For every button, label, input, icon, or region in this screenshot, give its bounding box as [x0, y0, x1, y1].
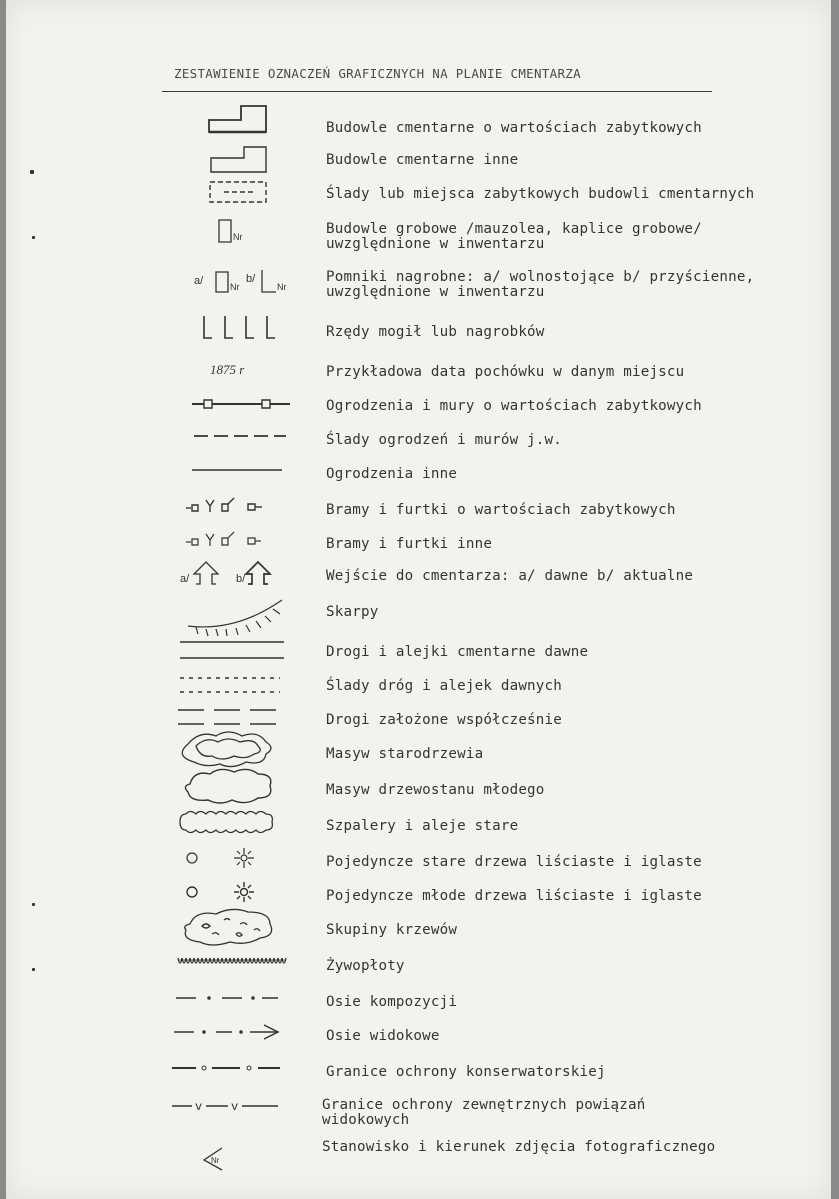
legend-row-slopes: [6, 596, 831, 630]
legend-label: Szpalery i aleje stare: [326, 818, 519, 834]
legend-label: Pojedyncze stare drzewa liściaste i iglaste: [326, 854, 702, 870]
roads-old-icon: [166, 636, 296, 670]
shrub-groups-icon: [166, 914, 296, 948]
legend-row-hedges: [6, 950, 831, 984]
legend-label: Ogrodzenia inne: [326, 466, 458, 482]
legend-label: Pojedyncze młode drzewa liściaste i iglaste: [326, 888, 702, 904]
legend-label: Rzędy mogił lub nagrobków: [326, 324, 545, 340]
young-trees-mass-icon: [166, 774, 296, 808]
legend-row-view-protection-border: [6, 1094, 831, 1128]
legend-label: Ślady ogrodzeń i murów j.w.: [326, 432, 563, 448]
burial-date-icon: [166, 356, 296, 390]
roads-new-icon: [166, 704, 296, 738]
fence-historic-icon: [166, 390, 296, 424]
legend-row-young-trees-mass: [6, 774, 831, 808]
legend-label: Ślady lub miejsca zabytkowych budowli cmentarnych: [326, 186, 755, 202]
legend-row-burial-date: [6, 356, 831, 390]
document-page: [6, 0, 831, 1199]
legend-label: Stanowisko i kierunek zdjęcia fotograficznego: [322, 1139, 716, 1155]
legend-label: Drogi założone współcześnie: [326, 712, 563, 728]
legend-label: Granice ochrony konserwatorskiej: [326, 1064, 606, 1080]
building-traces-icon: [166, 178, 296, 212]
protection-border-icon: [166, 1056, 296, 1090]
roads-traces-icon: [166, 670, 296, 704]
slopes-icon: [166, 596, 296, 630]
view-axes-icon: [166, 1020, 296, 1054]
monument-icon: [166, 266, 296, 300]
legend-label: Masyw starodrzewia: [326, 746, 484, 762]
photo-nr-text: Nr: [211, 1156, 220, 1165]
legend-label: Żywopłoty: [326, 958, 405, 974]
tomb-nr-text: Nr: [233, 232, 243, 242]
legend-label: Budowle cmentarne inne: [326, 152, 519, 168]
monument-a-text: a/: [194, 275, 204, 287]
fence-traces-icon: [166, 424, 296, 458]
legend-label: Granice ochrony zewnętrznych powiązań widokowych: [322, 1097, 646, 1128]
burial-date-text: 1875 r: [210, 362, 245, 377]
legend-label: Budowle grobowe /mauzolea, kaplice grobowe/ uwzględnione w inwentarzu: [326, 221, 702, 252]
legend-row-roads-traces: [6, 670, 831, 704]
legend-label: Drogi i alejki cmentarne dawne: [326, 644, 589, 660]
legend-row-single-old-trees: [6, 846, 831, 880]
legend-row-photo-station: [6, 1140, 831, 1174]
building-historic-icon: [166, 112, 296, 146]
building-other-icon: [166, 144, 296, 178]
legend-row-building-other: [6, 144, 831, 178]
old-trees-mass-icon: [166, 738, 296, 772]
gates-historic-icon: [166, 494, 296, 528]
fence-other-icon: [166, 458, 296, 492]
legend-row-entrance: [6, 560, 831, 594]
legend-row-fence-traces: [6, 424, 831, 458]
legend-row-monument: [6, 266, 831, 300]
legend-row-tomb: [6, 218, 831, 252]
legend-row-composition-axes: [6, 986, 831, 1020]
legend-row-old-rows: [6, 810, 831, 844]
composition-axes-icon: [166, 986, 296, 1020]
legend-label: Budowle cmentarne o wartościach zabytkowych: [326, 120, 702, 136]
legend-row-gates-historic: [6, 494, 831, 528]
legend-row-single-young-trees: [6, 880, 831, 914]
legend-label: Ogrodzenia i mury o wartościach zabytkowych: [326, 398, 702, 414]
entrance-a-text: a/: [180, 573, 190, 585]
legend-label: Masyw drzewostanu młodego: [326, 782, 545, 798]
view-protection-border-icon: [166, 1094, 296, 1128]
legend-label: Bramy i furtki inne: [326, 536, 493, 552]
single-young-trees-icon: [166, 880, 296, 914]
title-underline: [162, 91, 712, 92]
legend-label: Pomniki nagrobne: a/ wolnostojące b/ przyścienne, uwzględnione w inwentarzu: [326, 269, 755, 300]
legend-row-shrub-groups: [6, 914, 831, 948]
legend-row-gates-other: [6, 528, 831, 562]
tomb-icon: [166, 218, 296, 252]
legend-row-roads-new: [6, 704, 831, 738]
entrance-icon: [166, 560, 296, 594]
legend-row-view-axes: [6, 1020, 831, 1054]
grave-rows-icon: [166, 316, 296, 350]
single-old-trees-icon: [166, 846, 296, 880]
legend-label: Skupiny krzewów: [326, 922, 458, 938]
legend-row-old-trees-mass: [6, 738, 831, 772]
legend-label: Osie widokowe: [326, 1028, 440, 1044]
legend-row-protection-border: [6, 1056, 831, 1090]
view-border-v-text: v: [231, 1100, 239, 1114]
legend-label: Bramy i furtki o wartościach zabytkowych: [326, 502, 676, 518]
gates-other-icon: [166, 528, 296, 562]
legend-row-fence-other: [6, 458, 831, 492]
photo-station-icon: [166, 1140, 296, 1174]
hedges-icon: [166, 950, 296, 984]
legend-row-building-historic: [6, 112, 831, 146]
monument-b-text: b/: [246, 273, 256, 285]
legend-label: Skarpy: [326, 604, 379, 620]
legend-label: Osie kompozycji: [326, 994, 458, 1010]
legend-row-grave-rows: [6, 316, 831, 350]
legend-row-fence-historic: [6, 390, 831, 424]
legend-label: Ślady dróg i alejek dawnych: [326, 678, 563, 694]
monument-nr-text: Nr: [230, 282, 240, 292]
legend-row-building-traces: [6, 178, 831, 212]
monument-nr-text: Nr: [277, 282, 287, 292]
view-border-v-text: v: [195, 1100, 203, 1114]
page-title: ZESTAWIENIE OZNACZEŃ GRAFICZNYCH NA PLANIE CMENTARZA: [174, 66, 581, 81]
legend-label: Przykładowa data pochówku w danym miejscu: [326, 364, 685, 380]
old-rows-icon: [166, 810, 296, 844]
legend-label: Wejście do cmentarza: a/ dawne b/ aktualne: [326, 568, 694, 584]
legend-row-roads-old: [6, 636, 831, 670]
entrance-b-text: b/: [236, 573, 246, 585]
